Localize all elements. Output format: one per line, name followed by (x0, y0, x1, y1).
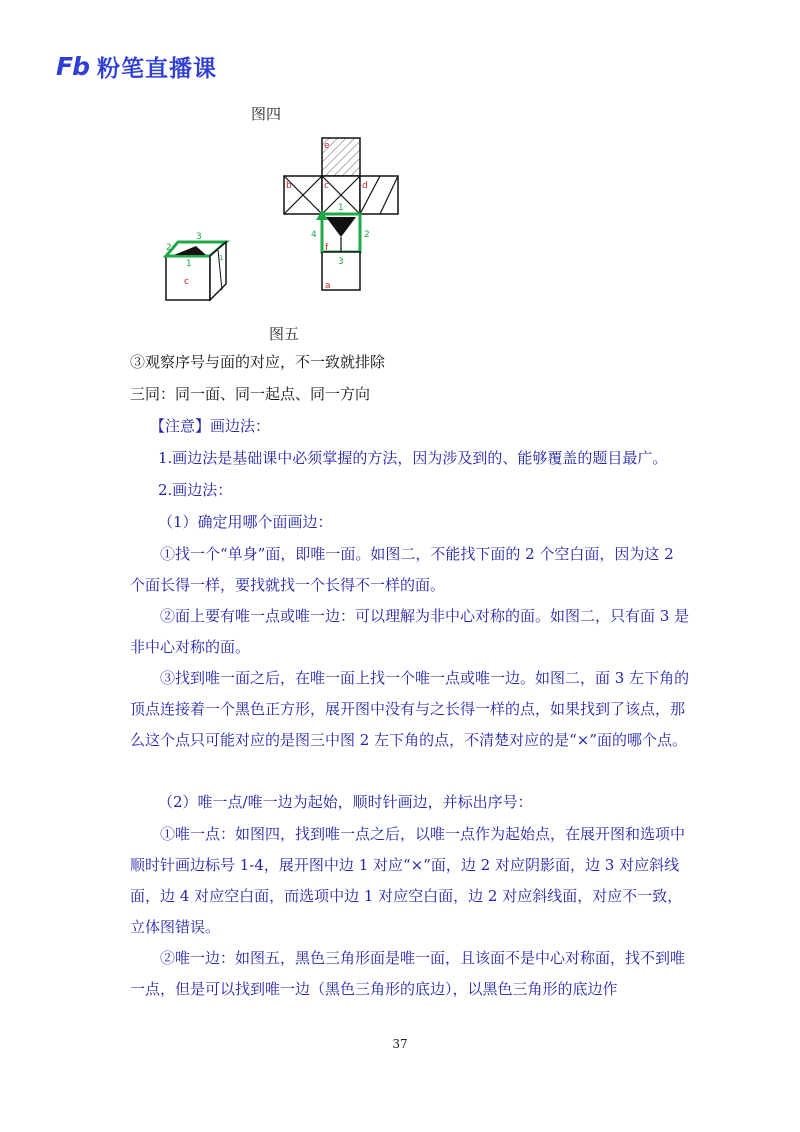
cube-label-c: c (184, 277, 189, 287)
page-number: 37 (392, 1037, 408, 1051)
paragraph-note-2: 2.画边法： (158, 481, 233, 499)
net-edge-1: 1 (338, 203, 344, 213)
paragraph-unique-point-edge: ②面上要有唯一点或唯一边：可以理解为非中心对称的面。如图二，只有面 3 是非中心对称的面。 (130, 607, 690, 656)
paragraph-unique-point: ①唯一点：如图四，找到唯一点之后，以唯一点作为起始点，在展开图和选项中顺时针画边标号 1-4，展开图中边 1 对应“×”面，边 2 对应阴影面，边 3 对应斜线面，边 4 对应空白面，而选项中边 1 对应空白面，边 2 对应斜线面，对应不一致，立体图错误。 (130, 825, 686, 936)
net-edge-3: 3 (338, 257, 344, 267)
cube-edge-1: 1 (186, 259, 192, 269)
net-edge-4: 4 (311, 230, 317, 240)
net-label-f: f (325, 243, 329, 253)
net-label-a: a (325, 281, 331, 291)
paragraph-note-1: 1.画边法是基础课中必须掌握的方法，因为涉及到的、能够覆盖的题目最广。 (158, 449, 668, 467)
logo-text: 粉笔直播课 (96, 56, 217, 82)
paragraph-three-same: 三同：同一面、同一起点、同一方向 (130, 385, 371, 403)
net-edge-2: 2 (364, 230, 370, 240)
figure4-caption: 图四 (251, 105, 282, 123)
paragraph-note-heading: 【注意】画边法： (150, 417, 271, 435)
paragraph-step-2: （2）唯一点/唯一边为起始，顺时针画边，并标出序号： (158, 793, 533, 811)
cube-edge-side: 1 (219, 254, 224, 262)
paragraph-single-face: ①找一个“单身”面，即唯一面。如图二，不能找下面的 2 个空白面，因为这 2 个面长得一样，要找就找一个长得不一样的面。 (130, 545, 674, 594)
paragraph-step-1: （1）确定用哪个面画边： (158, 513, 333, 531)
net-label-d: d (362, 181, 368, 191)
cube-edge-2: 2 (166, 243, 172, 253)
net-label-e: e (324, 141, 330, 151)
net-label-b: b (286, 181, 292, 191)
paragraph-unique-edge: ②唯一边：如图五，黑色三角形面是唯一面，且该面不是中心对称面，找不到唯一点，但是可以找到唯一边（黑色三角形的底边），以黑色三角形的底边作 (130, 949, 686, 998)
brand-logo (56, 50, 217, 83)
paragraph-observe: ③观察序号与面的对应，不一致就排除 (130, 353, 386, 371)
figure5-caption: 图五 (269, 325, 300, 343)
net-label-c: c (324, 181, 329, 191)
paragraph-find-unique: ③找到唯一面之后，在唯一面上找一个唯一点或唯一边。如图二，面 3 左下角的顶点连接着一个黑色正方形，展开图中没有与之长得一样的点，如果找到了该点，那么这个点只可能对应的是图三中图 2 左下角的点，不清楚对应的是“×”面的哪个点。 (130, 669, 690, 749)
cube-net-diagram (280, 136, 410, 296)
cube-edge-3: 3 (196, 232, 202, 242)
logo-mark: Fb (56, 52, 89, 81)
cube-3d-diagram (160, 226, 235, 304)
